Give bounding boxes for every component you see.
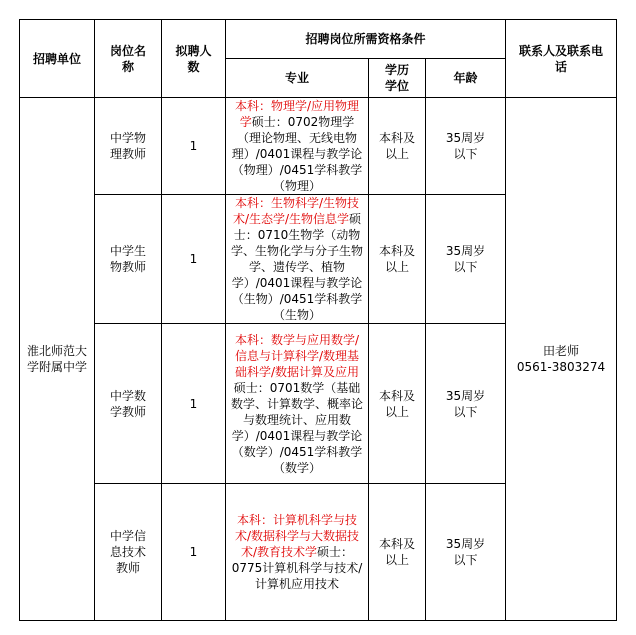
header-major: 专业 xyxy=(226,59,369,98)
header-position: 岗位名称 xyxy=(95,20,162,98)
header-degree: 学历学位 xyxy=(369,59,426,98)
major-requirement xyxy=(226,324,369,484)
age-requirement: 35周岁以下 xyxy=(426,195,506,324)
hire-count: 1 xyxy=(162,98,226,195)
major-undergrad: 本科：计算机科学与技术/数据科学与大数据技术/教育技术学 xyxy=(234,513,360,559)
position-name: 中学数学教师 xyxy=(95,324,162,484)
major-undergrad: 本科：数学与应用数学/信息与计算科学/数理基础科学/数据计算及应用 xyxy=(234,332,360,379)
contact-name: 田老师 xyxy=(543,344,580,358)
major-requirement xyxy=(226,195,369,324)
position-name: 中学生物教师 xyxy=(95,195,162,324)
age-requirement: 35周岁以下 xyxy=(426,98,506,195)
position-name: 中学信息技术教师 xyxy=(95,484,162,621)
age-requirement: 35周岁以下 xyxy=(426,484,506,621)
major-requirement xyxy=(226,484,369,621)
hire-count: 1 xyxy=(162,324,226,484)
hire-count: 1 xyxy=(162,195,226,324)
position-name: 中学物理教师 xyxy=(95,98,162,195)
age-requirement: 35周岁以下 xyxy=(426,324,506,484)
major-requirement xyxy=(226,98,369,195)
degree-requirement: 本科及以上 xyxy=(369,195,426,324)
degree-requirement: 本科及以上 xyxy=(369,484,426,621)
major-graduate: 硕士：0701数学（基础数学、计算数学、概率论与数理统计、应用数学）/0401课程与教学论（数学）/0451学科教学（数学） xyxy=(230,380,363,475)
major-undergrad: 本科：生物科学/生物技术/生态学/生物信息学 xyxy=(232,196,360,226)
major-graduate: 硕士：0775计算机科学与技术/计算机应用技术 xyxy=(231,545,363,591)
major-undergrad: 本科：物理学/应用物理学 xyxy=(234,99,360,129)
header-contact: 联系人及联系电话 xyxy=(506,20,617,98)
degree-requirement: 本科及以上 xyxy=(369,98,426,195)
unit-name: 淮北师范大学附属中学 xyxy=(20,98,95,621)
major-graduate: 硕士：0702物理学（理论物理、无线电物理）/0401课程与教学论（物理）/0451学科教学（物理） xyxy=(231,115,363,193)
header-count: 拟聘人数 xyxy=(162,20,226,98)
header-unit: 招聘单位 xyxy=(20,20,95,98)
contact-info xyxy=(506,98,617,621)
contact-phone: 0561-3803274 xyxy=(516,360,606,374)
header-requirements: 招聘岗位所需资格条件 xyxy=(226,20,506,59)
major-graduate: 硕士：0710生物学（动物学、生物化学与分子生物学、遗传学、植物学）/0401课程与教学论（生物）/0451学科教学（生物） xyxy=(230,212,363,322)
degree-requirement: 本科及以上 xyxy=(369,324,426,484)
table-row xyxy=(20,98,617,195)
recruitment-table xyxy=(19,19,617,621)
header-age: 年龄 xyxy=(426,59,506,98)
hire-count: 1 xyxy=(162,484,226,621)
